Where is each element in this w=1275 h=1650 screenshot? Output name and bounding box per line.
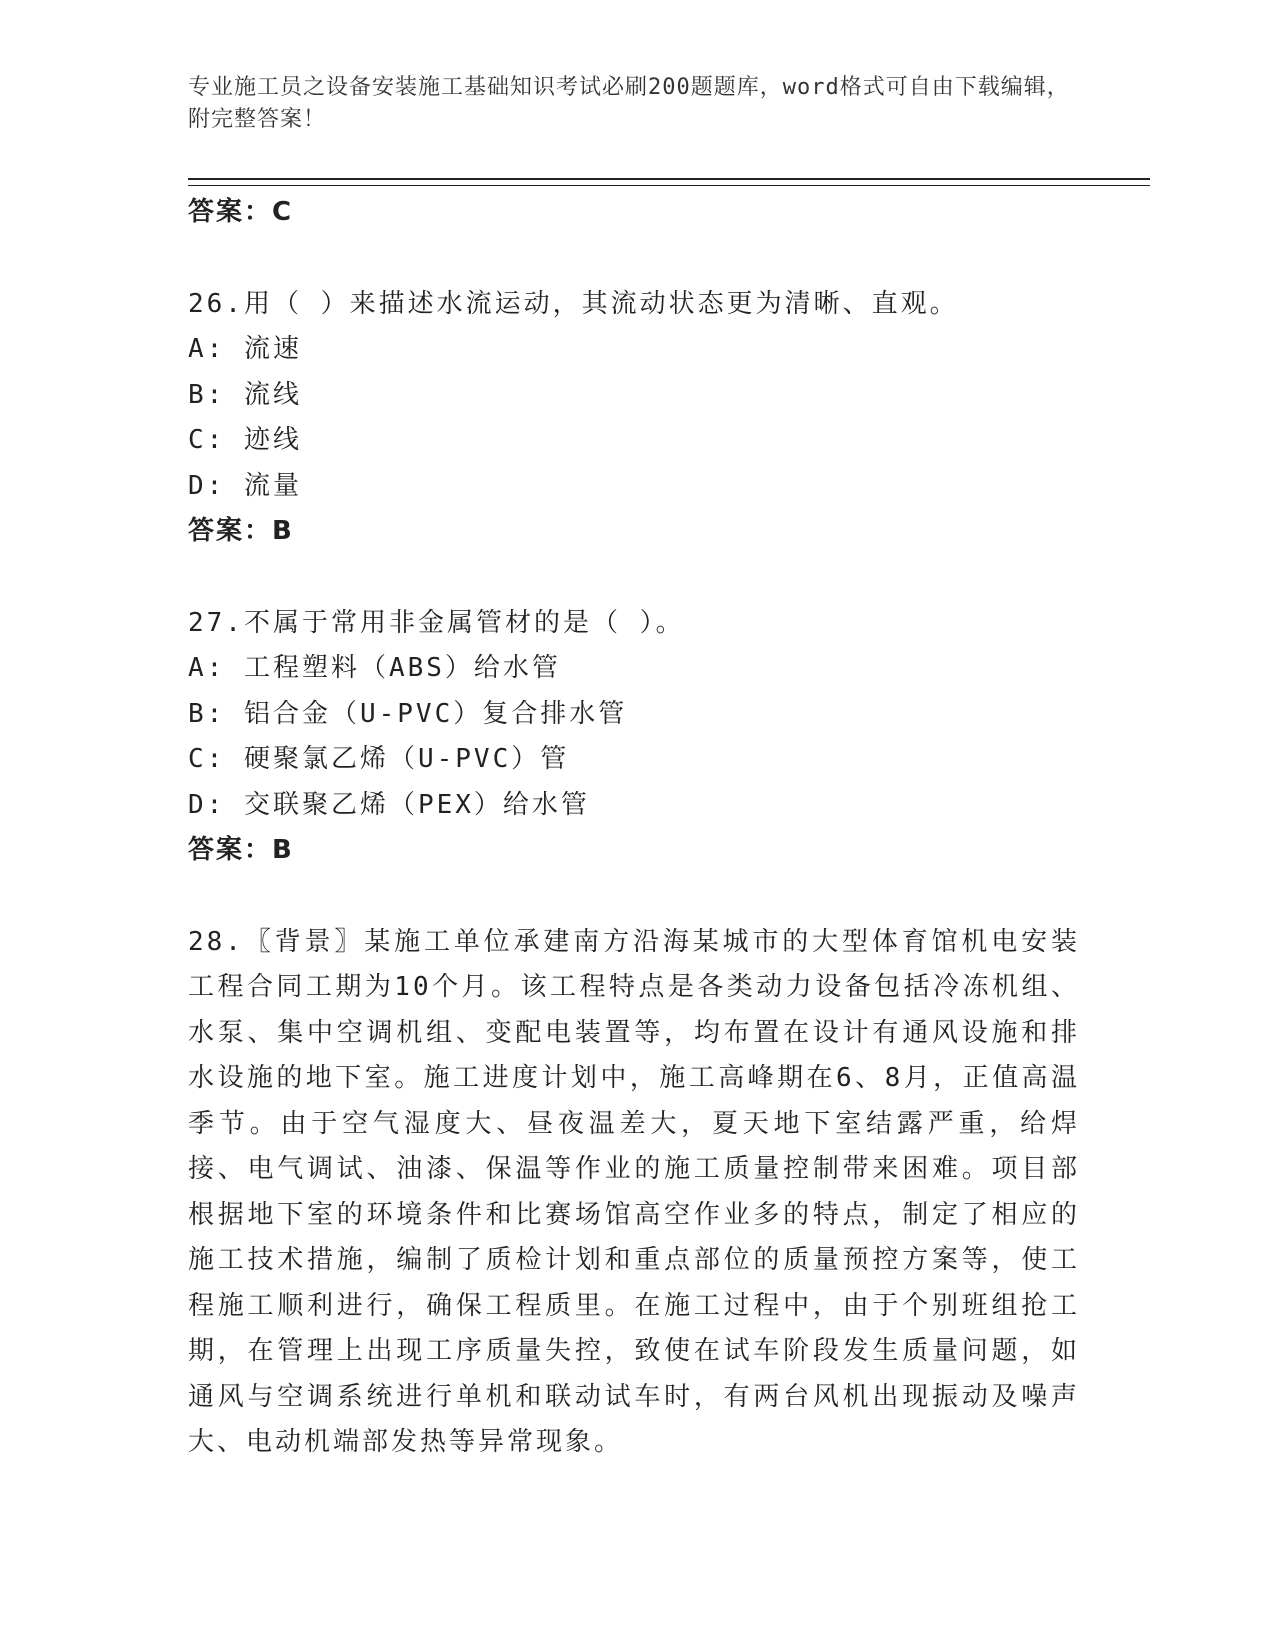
question-block	[188, 282, 1088, 555]
answer-line: 答案：C	[188, 197, 294, 227]
question-block	[188, 601, 1088, 874]
question-block	[188, 920, 1088, 1466]
question-text: 28.〖背景〗某施工单位承建南方沿海某城市的大型体育馆机电安装工程合同工期为10个月。该工程特点是各类动力设备包括冷冻机组、水泵、集中空调机组、变配电装置等，均布置在设计有通风设施和排水设施的地下室。施工进度计划中，施工高峰期在6、8月，正值高温季节。由于空气湿度大、昼夜温差大，夏天地下室结露严重，给焊接、电气调试、油漆、保温等作业的施工质量控制带来困难。项目部根据地下室的环境条件和比赛场馆高空作业多的特点，制定了相应的施工技术措施，编制了质检计划和重点部位的质量预控方案等，使工程施工顺利进行，确保工程质里。在施工过程中，由于个别班组抢工期，在管理上出现工序质量失控，致使在试车阶段发生质量问题，如通风与空调系统进行单机和联动试车时，有两台风机出现振动及噪声大、电动机端部发热等异常现象。	[188, 926, 1080, 1457]
option-c: C: 迹线	[188, 425, 302, 455]
answer-line: 答案：B	[188, 835, 294, 865]
option-c: C: 硬聚氯乙烯（U-PVC）管	[188, 744, 570, 774]
spacer	[188, 874, 1088, 920]
page-header: 专业施工员之设备安装施工基础知识考试必刷200题题库，word格式可自由下载编辑，附完整答案！	[188, 75, 1070, 132]
spacer	[188, 555, 1088, 601]
option-d: D: 流量	[188, 470, 302, 501]
option-a: A: 流速	[188, 334, 302, 364]
option-b: B: 流线	[188, 379, 302, 410]
option-a: A: 工程塑料（ABS）给水管	[188, 653, 561, 683]
answer-line: 答案：B	[188, 516, 294, 546]
document-body	[188, 190, 1088, 1466]
question-text: 26.用（ ）来描述水流运动，其流动状态更为清晰、直观。	[188, 288, 959, 319]
spacer	[188, 236, 1088, 282]
option-b: B: 铝合金（U-PVC）复合排水管	[188, 698, 628, 729]
option-d: D: 交联聚乙烯（PEX）给水管	[188, 789, 590, 820]
question-text: 27.不属于常用非金属管材的是（ ）。	[188, 607, 685, 638]
header-divider	[188, 178, 1150, 186]
